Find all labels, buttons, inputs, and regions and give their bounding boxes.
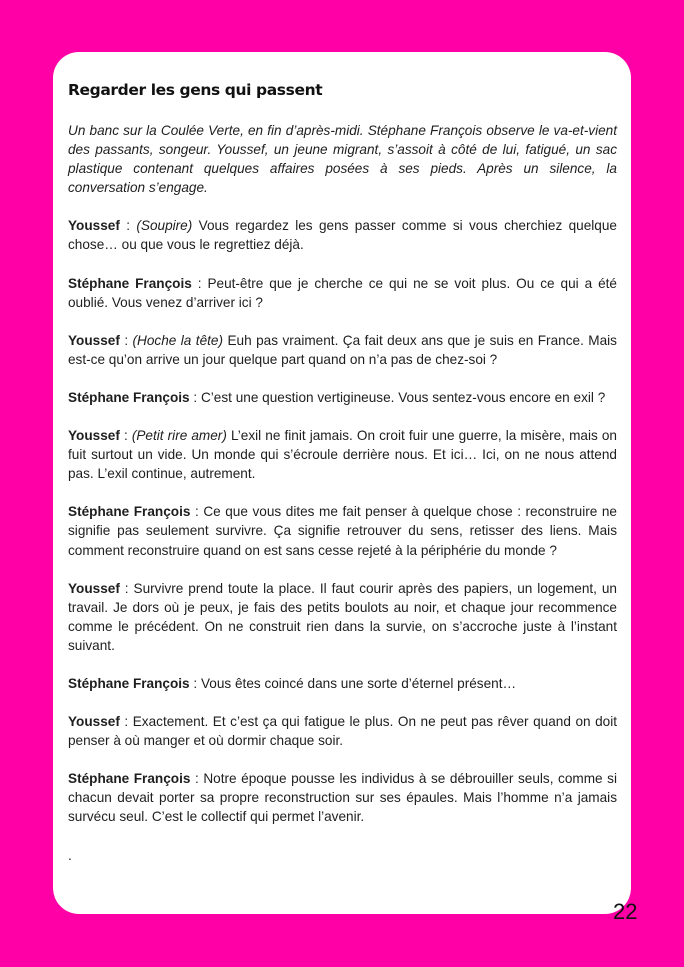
page-title: Regarder les gens qui passent bbox=[68, 81, 323, 99]
trailing-mark: . bbox=[68, 847, 72, 863]
dialogue-line bbox=[68, 502, 617, 559]
speaker-name: Youssef bbox=[68, 714, 120, 730]
dialogue-text: Notre époque pousse les individus à se débrouiller seuls, comme si chacun devait porter sa propre reconstruction sur ses épaules. Mais l’homme n’a jamais survécu seul. C’est le collectif qui permet l’avenir. bbox=[68, 771, 618, 825]
dialogue-line bbox=[68, 674, 617, 693]
speaker-name: Youssef bbox=[68, 428, 120, 444]
dialogue-line bbox=[68, 274, 617, 312]
dialogue-line bbox=[68, 712, 617, 750]
dialogue-text: Euh pas vraiment. Ça fait deux ans que je suis en France. Mais est-ce qu’on arrive un jour quelque part quand on n’a pas de chez-soi ? bbox=[68, 332, 617, 367]
speaker-name: Youssef bbox=[68, 218, 120, 234]
dialogue-text: C’est une question vertigineuse. Vous sentez-vous encore en exil ? bbox=[200, 389, 606, 405]
separator: : bbox=[119, 332, 133, 348]
dialogue-text: Peut-être que je cherche ce qui ne se voit plus. Ou ce qui a été oublié. Vous venez d’arriver ici ? bbox=[68, 275, 617, 310]
dialogue-line bbox=[68, 331, 617, 369]
speaker-name: Youssef bbox=[68, 332, 120, 348]
page-number: 22 bbox=[613, 899, 638, 924]
separator: : bbox=[190, 504, 204, 520]
dialogue-line bbox=[68, 216, 617, 254]
dialogue-text: Ce que vous dites me fait penser à quelque chose : reconstruire ne signifie pas seulement survivre. Ça signifie retrouver du sens, retisser des liens. Mais comment reconstruire quand on est sans cesse rejeté à la périphérie du monde ? bbox=[68, 504, 617, 558]
separator: : bbox=[119, 218, 137, 234]
separator: : bbox=[190, 771, 204, 787]
stage-direction: (Petit rire amer) bbox=[131, 428, 227, 444]
speaker-name: Stéphane François bbox=[68, 771, 191, 787]
intro-paragraph: Un banc sur la Coulée Verte, en fin d’après-midi. Stéphane François observe le va-et-vient des passants, songeur. Youssef, un jeune migrant, s’assoit à côté de lui, fatigué, un sac plastique contenant quelques affaires posées à ses pieds. Après un silence, la conversation s’engage. bbox=[68, 123, 617, 196]
separator: : bbox=[119, 428, 132, 444]
dialogue-text: Vous êtes coincé dans une sorte d’éternel présent… bbox=[200, 675, 517, 691]
dialogue-line bbox=[68, 388, 617, 407]
speaker-name: Youssef bbox=[68, 580, 120, 596]
speaker-name: Stéphane François bbox=[68, 389, 190, 405]
dialogue-line bbox=[68, 426, 617, 483]
dialogue-line bbox=[68, 769, 617, 826]
separator: : bbox=[119, 580, 134, 596]
separator: : bbox=[119, 714, 133, 730]
separator: : bbox=[191, 275, 208, 291]
stage-direction: (Hoche la tête) bbox=[132, 332, 224, 348]
dialogue-line bbox=[68, 579, 617, 655]
dialogue-text: Survivre prend toute la place. Il faut courir après des papiers, un logement, un travail. Je dors où je peux, je fais des petits boulots au noir, et chaque jour recommence comme le précédent. On ne construit rien dans la survie, on s’accroche juste à l’instant suivant. bbox=[68, 580, 617, 653]
separator: : bbox=[189, 389, 201, 405]
dialogue-text: Vous regardez les gens passer comme si vous cherchiez quelque chose… ou que vous le regrettiez déjà. bbox=[68, 218, 617, 253]
speaker-name: Stéphane François bbox=[68, 275, 192, 291]
page-card bbox=[53, 52, 631, 914]
separator: : bbox=[189, 675, 201, 691]
stage-direction: (Soupire) bbox=[136, 218, 193, 234]
dialogue-text: L’exil ne finit jamais. On croit fuir une guerre, la misère, mais on fuit surtout un vide. Un monde qui s’écroule derrière nous. Et ici… Ici, on ne nous attend pas. L’exil continue, autrement. bbox=[68, 428, 617, 482]
speaker-name: Stéphane François bbox=[68, 675, 190, 691]
speaker-name: Stéphane François bbox=[68, 504, 191, 520]
dialogue-text: Exactement. Et c’est ça qui fatigue le plus. On ne peut pas rêver quand on doit penser à où manger et où dormir chaque soir. bbox=[68, 714, 618, 749]
